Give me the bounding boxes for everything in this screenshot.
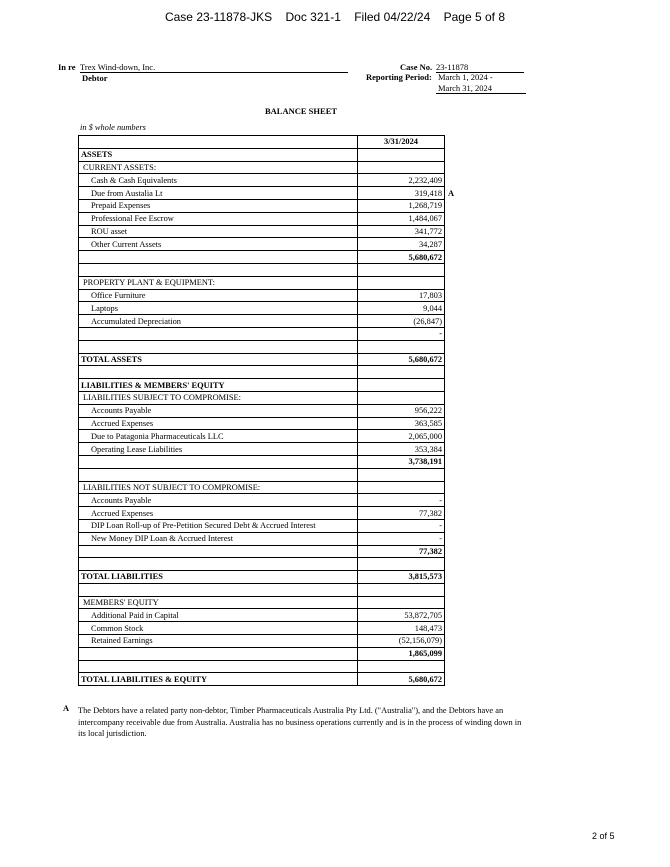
spacer-row bbox=[79, 366, 463, 379]
spacer-row bbox=[79, 468, 463, 481]
row-label: MEMBERS' EQUITY bbox=[79, 596, 358, 609]
row-note bbox=[445, 379, 463, 392]
debtor-name: Trex Wind-down, Inc. bbox=[80, 62, 348, 73]
row-value: (52,156,079) bbox=[358, 635, 445, 648]
case-number-header: Case 23-11878-JKS bbox=[164, 10, 273, 24]
table-row bbox=[79, 647, 463, 660]
table-row bbox=[79, 379, 463, 392]
reporting-period-end: March 31, 2024 bbox=[436, 83, 526, 94]
table-row bbox=[79, 315, 463, 328]
row-note bbox=[445, 353, 463, 366]
row-note bbox=[445, 174, 463, 187]
table-row bbox=[79, 571, 463, 584]
row-note bbox=[445, 366, 463, 379]
footnote-marker: A bbox=[63, 704, 70, 713]
table-row bbox=[79, 443, 463, 456]
page-title: BALANCE SHEET bbox=[265, 106, 338, 116]
row-value: 9,044 bbox=[358, 302, 445, 315]
row-label: TOTAL ASSETS bbox=[79, 353, 358, 366]
in-re-label: In re bbox=[58, 62, 76, 72]
row-label: CURRENT ASSETS: bbox=[79, 161, 358, 174]
row-value: 77,382 bbox=[358, 507, 445, 520]
row-note bbox=[445, 494, 463, 507]
row-value: 1,865,099 bbox=[358, 647, 445, 660]
table-row bbox=[79, 187, 463, 200]
row-value: 1,484,067 bbox=[358, 212, 445, 225]
row-note bbox=[445, 673, 463, 686]
table-row bbox=[79, 148, 463, 161]
row-value: 5,680,672 bbox=[358, 673, 445, 686]
row-note bbox=[445, 455, 463, 468]
row-value: 1,268,719 bbox=[358, 199, 445, 212]
row-label: TOTAL LIABILITIES & EQUITY bbox=[79, 673, 358, 686]
row-label: Accounts Payable bbox=[79, 494, 358, 507]
table-row bbox=[79, 199, 463, 212]
case-no-value: 23-11878 bbox=[436, 62, 524, 73]
row-value: 2,065,000 bbox=[358, 430, 445, 443]
row-note bbox=[445, 276, 463, 289]
row-label: Retained Earnings bbox=[79, 635, 358, 648]
row-note bbox=[445, 609, 463, 622]
row-label: ROU asset bbox=[79, 225, 358, 238]
row-value bbox=[358, 583, 445, 596]
row-label bbox=[79, 251, 358, 264]
row-value: 2,232,409 bbox=[358, 174, 445, 187]
row-label bbox=[79, 340, 358, 353]
row-value: 5,680,672 bbox=[358, 251, 445, 264]
row-value bbox=[358, 660, 445, 673]
row-value bbox=[358, 263, 445, 276]
row-label: Accumulated Depreciation bbox=[79, 315, 358, 328]
balance-sheet-table bbox=[78, 135, 463, 686]
row-value: 148,473 bbox=[358, 622, 445, 635]
court-header bbox=[0, 10, 670, 24]
row-value bbox=[358, 596, 445, 609]
row-note: A bbox=[448, 188, 455, 198]
filed-date-header: Filed 04/22/24 bbox=[354, 10, 431, 24]
row-note bbox=[445, 660, 463, 673]
row-value bbox=[358, 148, 445, 161]
table-row bbox=[79, 353, 463, 366]
row-value: (26,847) bbox=[358, 315, 445, 328]
table-row bbox=[79, 174, 463, 187]
row-label bbox=[79, 366, 358, 379]
table-row bbox=[79, 673, 463, 686]
table-row bbox=[79, 430, 463, 443]
table-row bbox=[79, 596, 463, 609]
row-label bbox=[79, 468, 358, 481]
spacer-row bbox=[79, 263, 463, 276]
row-label: LIABILITIES NOT SUBJECT TO COMPROMISE: bbox=[79, 481, 358, 494]
row-note bbox=[445, 558, 463, 571]
row-label: Prepaid Expenses bbox=[79, 199, 358, 212]
row-value bbox=[358, 379, 445, 392]
row-value: 319,418 bbox=[358, 187, 445, 200]
row-label bbox=[79, 455, 358, 468]
row-label: Accounts Payable bbox=[79, 404, 358, 417]
table-row bbox=[79, 276, 463, 289]
table-row bbox=[79, 327, 463, 340]
reporting-period-start: March 1, 2024 - bbox=[438, 72, 493, 82]
column-header-row bbox=[79, 136, 463, 149]
row-label: Due from Austalia Lt bbox=[79, 187, 358, 200]
row-value bbox=[358, 391, 445, 404]
table-row bbox=[79, 251, 463, 264]
spacer-row bbox=[79, 660, 463, 673]
table-row bbox=[79, 161, 463, 174]
row-note bbox=[445, 443, 463, 456]
row-note bbox=[445, 148, 463, 161]
spacer-row bbox=[79, 583, 463, 596]
row-value: 17,803 bbox=[358, 289, 445, 302]
table-row bbox=[79, 609, 463, 622]
row-label: ASSETS bbox=[79, 148, 358, 161]
table-row bbox=[79, 635, 463, 648]
units-note: in $ whole numbers bbox=[80, 123, 146, 132]
row-label bbox=[79, 558, 358, 571]
row-note bbox=[445, 430, 463, 443]
row-note bbox=[445, 468, 463, 481]
table-row bbox=[79, 404, 463, 417]
row-note bbox=[445, 635, 463, 648]
row-note bbox=[445, 647, 463, 660]
row-value: 77,382 bbox=[358, 545, 445, 558]
row-value bbox=[358, 340, 445, 353]
row-value: 34,287 bbox=[358, 238, 445, 251]
table-row bbox=[79, 455, 463, 468]
row-label: Office Furniture bbox=[79, 289, 358, 302]
row-label bbox=[79, 327, 358, 340]
row-value bbox=[358, 276, 445, 289]
page-number-header: Page 5 of 8 bbox=[443, 10, 506, 24]
row-note bbox=[445, 238, 463, 251]
row-value: 53,872,705 bbox=[358, 609, 445, 622]
row-value bbox=[358, 468, 445, 481]
row-note bbox=[445, 302, 463, 315]
row-value: 353,384 bbox=[358, 443, 445, 456]
row-label: Due to Patagonia Pharmaceuticals LLC bbox=[79, 430, 358, 443]
doc-number-header: Doc 321-1 bbox=[285, 10, 341, 24]
row-value: - bbox=[358, 494, 445, 507]
debtor-label: Debtor bbox=[82, 73, 108, 83]
spacer-row bbox=[79, 558, 463, 571]
row-value: 341,772 bbox=[358, 225, 445, 238]
row-note bbox=[445, 532, 463, 545]
row-label: Common Stock bbox=[79, 622, 358, 635]
row-value bbox=[358, 366, 445, 379]
row-label: New Money DIP Loan & Accrued Interest bbox=[79, 532, 358, 545]
row-note bbox=[445, 327, 463, 340]
row-value bbox=[358, 481, 445, 494]
row-value: 956,222 bbox=[358, 404, 445, 417]
row-label: Cash & Cash Equivalents bbox=[79, 174, 358, 187]
row-note bbox=[445, 251, 463, 264]
table-row bbox=[79, 481, 463, 494]
row-label bbox=[79, 583, 358, 596]
row-note bbox=[445, 404, 463, 417]
row-note bbox=[445, 199, 463, 212]
row-value: - bbox=[358, 519, 445, 532]
table-row bbox=[79, 417, 463, 430]
row-note bbox=[445, 161, 463, 174]
row-label: PROPERTY PLANT & EQUIPMENT: bbox=[79, 276, 358, 289]
row-note bbox=[445, 212, 463, 225]
row-label: DIP Loan Roll-up of Pre-Petition Secured Debt & Accrued Interest bbox=[79, 519, 358, 532]
row-label: Accrued Expenses bbox=[79, 507, 358, 520]
row-label: Professional Fee Escrow bbox=[79, 212, 358, 225]
row-note bbox=[445, 417, 463, 430]
row-label: Accrued Expenses bbox=[79, 417, 358, 430]
row-value: - bbox=[358, 532, 445, 545]
row-note bbox=[445, 481, 463, 494]
table-row bbox=[79, 391, 463, 404]
row-label: Laptops bbox=[79, 302, 358, 315]
table-row bbox=[79, 622, 463, 635]
row-note bbox=[445, 622, 463, 635]
footnote-text: The Debtors have a related party non-debtor, Timber Pharmaceuticals Australia Pty Ltd. ("Australia"), and the Debtors have an intercompany receivable due from Australia. Australia has no business operations currently and is in the process of winding down in its local jurisdiction. bbox=[78, 706, 522, 738]
row-label: TOTAL LIABILITIES bbox=[79, 571, 358, 584]
row-note bbox=[445, 340, 463, 353]
row-label bbox=[79, 647, 358, 660]
row-value: 5,680,672 bbox=[358, 353, 445, 366]
row-label: LIABILITIES SUBJECT TO COMPROMISE: bbox=[79, 391, 358, 404]
row-label bbox=[79, 263, 358, 276]
table-row bbox=[79, 545, 463, 558]
reporting-period-label: Reporting Period: bbox=[366, 72, 432, 82]
row-note bbox=[445, 289, 463, 302]
table-row bbox=[79, 302, 463, 315]
page-footer: 2 of 5 bbox=[592, 831, 615, 841]
row-label: LIABILITIES & MEMBERS' EQUITY bbox=[79, 379, 358, 392]
row-note bbox=[445, 225, 463, 238]
table-row bbox=[79, 519, 463, 532]
row-value: 3,738,191 bbox=[358, 455, 445, 468]
row-note bbox=[445, 519, 463, 532]
table-row bbox=[79, 238, 463, 251]
row-label: Other Current Assets bbox=[79, 238, 358, 251]
row-note bbox=[445, 571, 463, 584]
row-note bbox=[445, 596, 463, 609]
row-label: Additional Paid in Capital bbox=[79, 609, 358, 622]
row-note bbox=[445, 583, 463, 596]
row-note bbox=[445, 263, 463, 276]
row-note bbox=[445, 391, 463, 404]
row-note bbox=[445, 545, 463, 558]
table-row bbox=[79, 212, 463, 225]
row-value: 3,815,573 bbox=[358, 571, 445, 584]
table-row bbox=[79, 494, 463, 507]
table-row bbox=[79, 507, 463, 520]
column-header-date: 3/31/2024 bbox=[358, 136, 445, 149]
row-value bbox=[358, 161, 445, 174]
row-label bbox=[79, 660, 358, 673]
row-value: - bbox=[358, 327, 445, 340]
row-label bbox=[79, 545, 358, 558]
row-value bbox=[358, 558, 445, 571]
table-row bbox=[79, 532, 463, 545]
spacer-row bbox=[79, 340, 463, 353]
row-label: Operating Lease Liabilities bbox=[79, 443, 358, 456]
case-no-label: Case No. bbox=[400, 62, 433, 72]
row-note bbox=[445, 507, 463, 520]
row-value: 363,585 bbox=[358, 417, 445, 430]
table-row bbox=[79, 289, 463, 302]
table-row bbox=[79, 225, 463, 238]
row-note bbox=[445, 315, 463, 328]
